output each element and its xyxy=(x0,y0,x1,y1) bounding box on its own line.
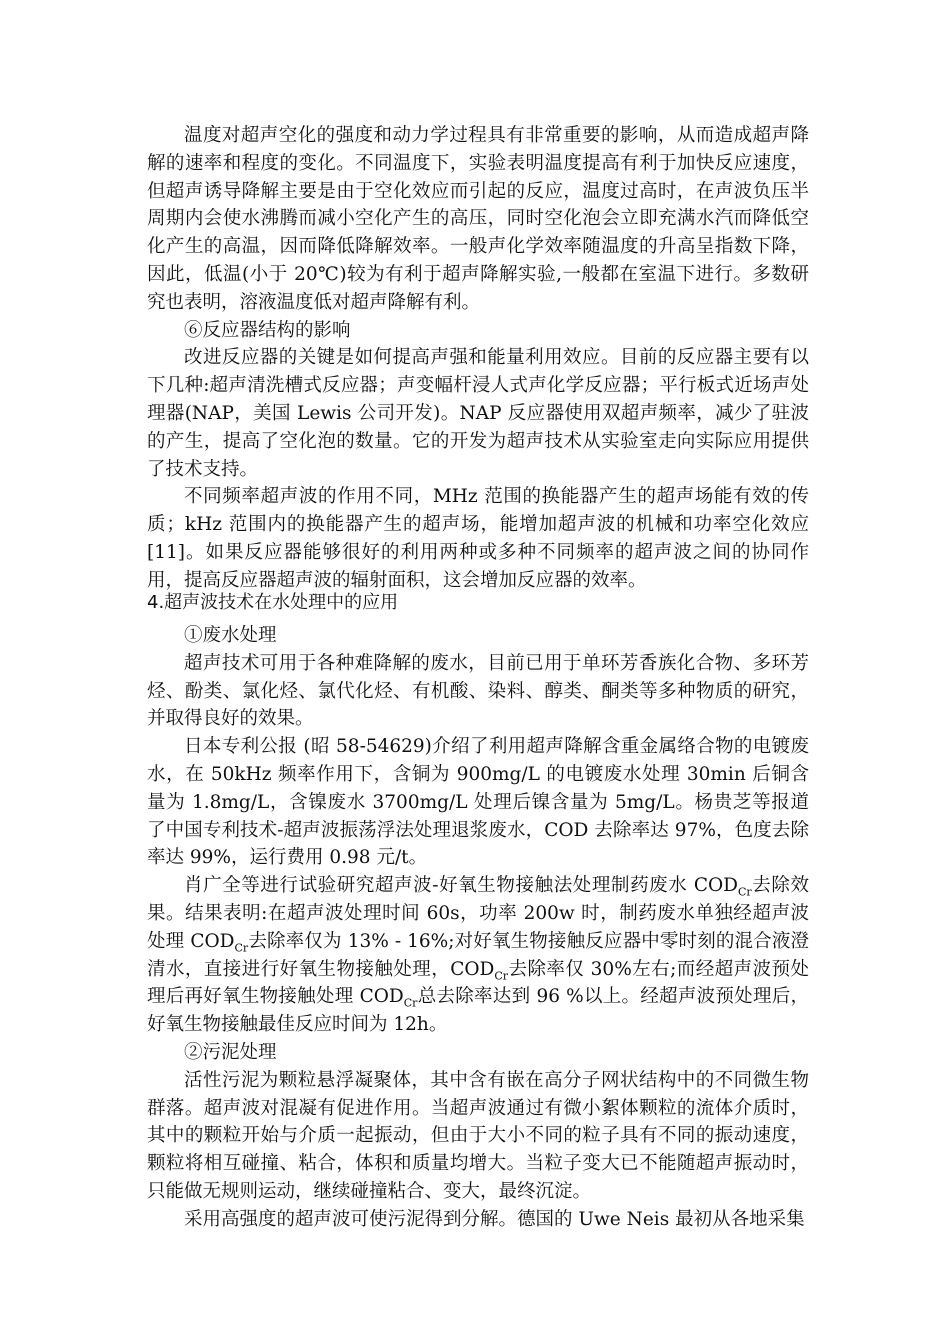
paragraph-sludge-decomposition: 采用高强度的超声波可使污泥得到分解。德国的 Uwe Neis 最初从各地采集 xyxy=(184,1208,805,1230)
paragraph-activated-sludge: 活性污泥为颗粒悬浮凝聚体，其中含有嵌在高分子网状结构中的不同微生物群落。超声波对混凝有促进作用。当超声波通过有微小絮体颗粒的流体介质时，其中的颗粒开始与介质一起振动，但由于大小不同的粒子具有不同的振动速度，颗粒将相互碰撞、粘合，体积和质量均增大。当粒子变大已不能随超声振动时，只能做无规则运动，继续碰撞粘合、变大，最终沉淀。 xyxy=(147,1069,809,1202)
subscript-cr: Cr xyxy=(494,969,509,983)
section-wastewater xyxy=(147,622,809,1234)
paragraph-frequency-effect: 不同频率超声波的作用不同，MHz 范围的换能器产生的超声场能有效的传质；kHz 范围内的换能器产生的超声场，能增加超声波的机械和功率空化效应[11]。如果反应器能够很好的利用两种或多种不同频率的超声波之间的协同作用，提高反应器超声波的辐射面积，这会增加反应器的效率。 xyxy=(147,486,809,591)
section-heading-applications: 4.超声波技术在水处理中的应用 xyxy=(147,592,399,613)
subheading-reactor-structure: ⑥反应器结构的影响 xyxy=(184,319,351,341)
subscript-cr: Cr xyxy=(234,941,249,955)
section-temperature xyxy=(147,122,809,595)
paragraph-reactor-improvement: 改进反应器的关键是如何提高声强和能量利用效应。目前的反应器主要有以下几种:超声清洗槽式反应器；声变幅杆浸人式声化学反应器；平行板式近场声处理器(NAP，美国 Lewis 公司开发)。NAP 反应器使用双超声频率，减少了驻波的产生，提高了空化泡的数量。它的开发为超声技术从实验室走向实际应用提供了技术支持。 xyxy=(147,347,809,480)
paragraph-japan-patent: 日本专利公报 (昭 58-54629)介绍了利用超声降解含重金属络合物的电镀废水，在 50kHz 频率作用下，含铜为 900mg/L 的电镀废水处理 30min 后铜含量为 1.8mg/L，含镍废水 3700mg/L 处理后镍含量为 5mg/L。杨贵芝等报道了中国专利技术-超声波振荡浮法处理退浆废水，COD 去除率达 97%，色度去除率达 99%，运行费用 0.98 元/t。 xyxy=(147,736,809,869)
paragraph-pharma-wastewater: 肖广全等进行试验研究超声波-好氧生物接触法处理制药废水 $COD_{Cr}$去除效果。结果表明:在超声波处理时间 60s，功率 200w 时，制药废水单独经超声波处理 $COD_{Cr}$去除率仅为 13% - 16%;对好氧生物接触反应器中零时刻的混合液澄清水，直接进行好氧生物接触处理，$COD_{Cr}$去除率仅 30%左右;而经超声波预处理后再好氧生物接触处理 $COD_{Cr}$总去除率达到 96 %以上。经超声波预处理后，好氧生物接触最佳反应时间为 12h。 xyxy=(147,875,810,1036)
paragraph-wastewater-overview: 超声技术可用于各种难降解的废水，目前已用于单环芳香族化合物、多环芳烃、酚类、氯化烃、氯代化烃、有机酸、染料、醇类、酮类等多种物质的研究，并取得良好的效果。 xyxy=(147,652,809,730)
subheading-sludge: ②污泥处理 xyxy=(184,1041,277,1063)
subscript-cr: Cr xyxy=(738,885,752,899)
subscript-cr: Cr xyxy=(403,997,418,1011)
section-water-treatment xyxy=(147,589,809,617)
subheading-wastewater: ①废水处理 xyxy=(184,625,277,646)
paragraph-temperature-effect: 温度对超声空化的强度和动力学过程具有非常重要的影响，从而造成超声降解的速率和程度的变化。不同温度下，实验表明温度提高有利于加快反应速度，但超声诱导降解主要是由于空化效应而引起的反应，温度过高时，在声波负压半周期内会使水沸腾而减小空化产生的高压，同时空化泡会立即充满水汽而降低空化产生的高温，因而降低降解效率。一般声化学效率随温度的升高呈指数下降，因此，低温(小于 20℃)较为有利于超声降解实验,一般都在室温下进行。多数研究也表明，溶液温度低对超声降解有利。 xyxy=(147,125,809,313)
